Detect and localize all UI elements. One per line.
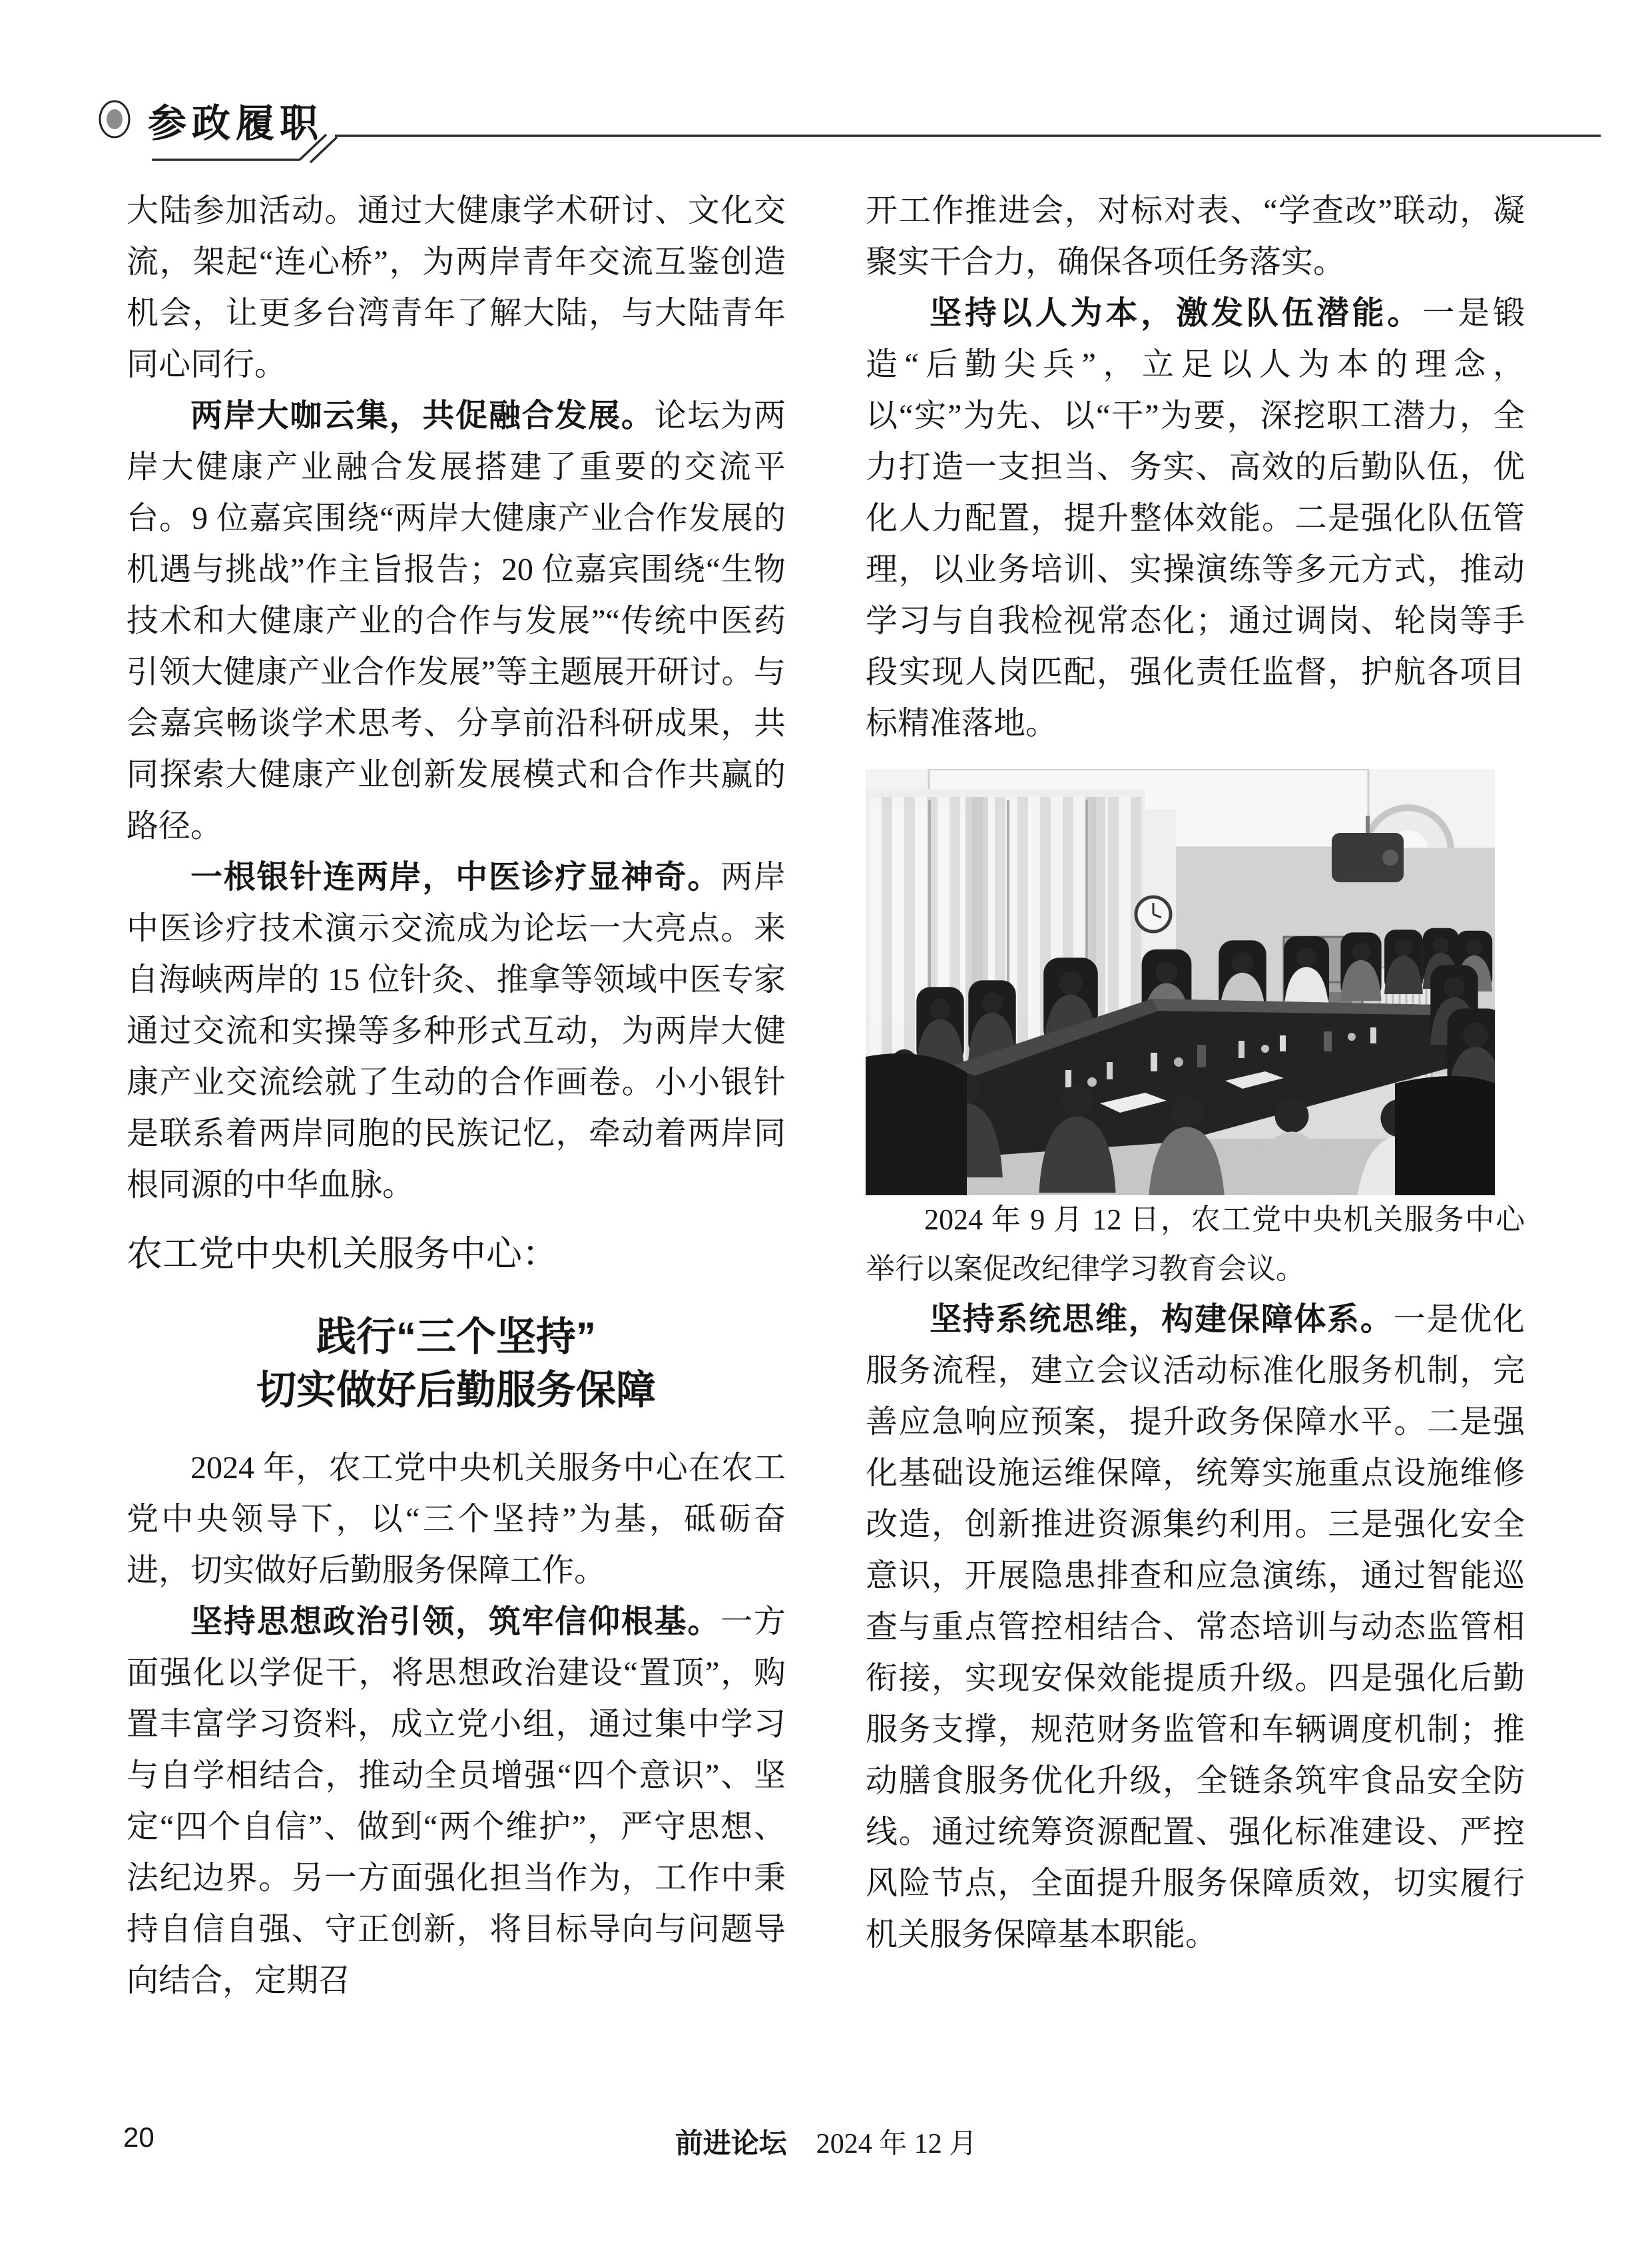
page-footer (0, 2121, 1652, 2168)
article-title-line-1: 践行“三个坚持” (316, 1314, 596, 1359)
paragraph (866, 1294, 1525, 1960)
issue-date: 2024 年 12 月 (816, 2129, 977, 2159)
paragraph (127, 390, 786, 852)
foreground-chair-left (866, 1053, 967, 1195)
paragraph-text: 一方面强化以学促干，将思想政治建设“置顶”，购置丰富学习资料，成立党小组，通过集中学习与自学相结合，推动全员增强“四个意识”、坚定“四个自信”、做到“两个维护”，严守思想、法纪边界。另一方面强化担当作为，工作中秉持自信自强、守正创新，将目标导向与问题导向结合，定期召 (127, 1604, 786, 1998)
foreground-chair-right (1395, 1076, 1495, 1195)
photo-caption: 2024 年 9 月 12 日，农工党中央机关服务中心举行以案促改纪律学习教育会议。 (866, 1203, 1525, 1285)
section-label: 参政履职 (148, 102, 324, 145)
paragraph-text: 2024 年，农工党中央机关服务中心在农工党中央领导下，以“三个坚持”为基，砥砺奋进，切实做好后勤服务保障工作。 (127, 1450, 786, 1588)
column-left (127, 185, 786, 2006)
paragraph-text: 开工作推进会，对标对表、“学查改”联动，凝聚实干合力，确保各项任务落实。 (866, 193, 1525, 280)
article2-title (127, 1310, 786, 1417)
paragraph (127, 185, 786, 390)
page-header (0, 0, 1652, 173)
paragraph (127, 852, 786, 1211)
article-title-line-2: 切实做好后勤服务保障 (256, 1368, 656, 1412)
paragraph-lead: 坚持以人为本，激发队伍潜能。 (930, 296, 1423, 331)
paragraph (866, 288, 1525, 749)
paragraph-lead: 两岸大咖云集，共促融合发展。 (190, 398, 655, 433)
wall-clock (1136, 897, 1171, 932)
paragraph (127, 1442, 786, 1596)
paragraph-text: 一是优化服务流程，建立会议活动标准化服务机制，完善应急响应预案，提升政务保障水平。二是强化基础设施运维保障，统筹实施重点设施维修改造，创新推进资源集约利用。三是强化安全意识，开展隐患排查和应急演练，通过智能巡查与重点管控相结合、常态培训与动态监管相衔接，实现安保效能提质升级。四是强化后勤服务支撑，规范财务监管和车辆调度机制；推动膳食服务优化升级，全链条筑牢食品安全防线。通过统筹资源配置、强化标准建设、严控风险节点，全面提升服务保障质效，切实履行机关服务保障基本职能。 (866, 1302, 1525, 1952)
paragraph (866, 185, 1525, 288)
page-number: 20 (123, 2121, 154, 2153)
paragraph-lead: 一根银针连两岸，中医诊疗显神奇。 (190, 860, 721, 895)
paragraph-lead: 坚持系统思维，构建保障体系。 (930, 1302, 1394, 1337)
meeting-photo (866, 769, 1495, 1195)
header-decor-line (0, 0, 1652, 173)
paragraph-text: 大陆参加活动。通过大健康学术研讨、文化交流，架起“连心桥”，为两岸青年交流互鉴创造机会，让更多台湾青年了解大陆，与大陆青年同心同行。 (127, 193, 786, 382)
column-right (866, 185, 1525, 1960)
article2-kicker: 农工党中央机关服务中心： (127, 1234, 558, 1274)
meeting-photo-illustration (866, 769, 1495, 1195)
paragraph-text: 一是锻造“后勤尖兵”，立足以人为本的理念，以“实”为先、以“干”为要，深挖职工潜力，全力打造一支担当、务实、高效的后勤队伍，优化人力配置，提升整体效能。二是强化队伍管理，以业务培训、实操演练等多元方式，推动学习与自我检视常态化；通过调岗、轮岗等手段实现人岗匹配，强化责任监督，护航各项目标精准落地。 (866, 296, 1525, 741)
journal-name: 前进论坛 (675, 2127, 787, 2159)
paragraph-text: 两岸中医诊疗技术演示交流成为论坛一大亮点。来自海峡两岸的 15 位针灸、推拿等领域中医专家通过交流和实操等多种形式互动，为两岸大健康产业交流绘就了生动的合作画卷。小小银针是联系着两岸同胞的民族记忆，牵动着两岸同根同源的中华血脉。 (127, 860, 786, 1203)
paragraph-text: 论坛为两岸大健康产业融合发展搭建了重要的交流平台。9 位嘉宾围绕“两岸大健康产业合作发展的机遇与挑战”作主旨报告；20 位嘉宾围绕“生物技术和大健康产业的合作与发展”“传统中医药引领大健康产业合作发展”等主题展开研讨。与会嘉宾畅谈学术思考、分享前沿科研成果，共同探索大健康产业创新发展模式和合作共赢的路径。 (127, 398, 786, 844)
paragraph-lead: 坚持思想政治引领，筑牢信仰根基。 (190, 1604, 721, 1639)
paragraph (127, 1596, 786, 2006)
footer-center (0, 2121, 1652, 2161)
